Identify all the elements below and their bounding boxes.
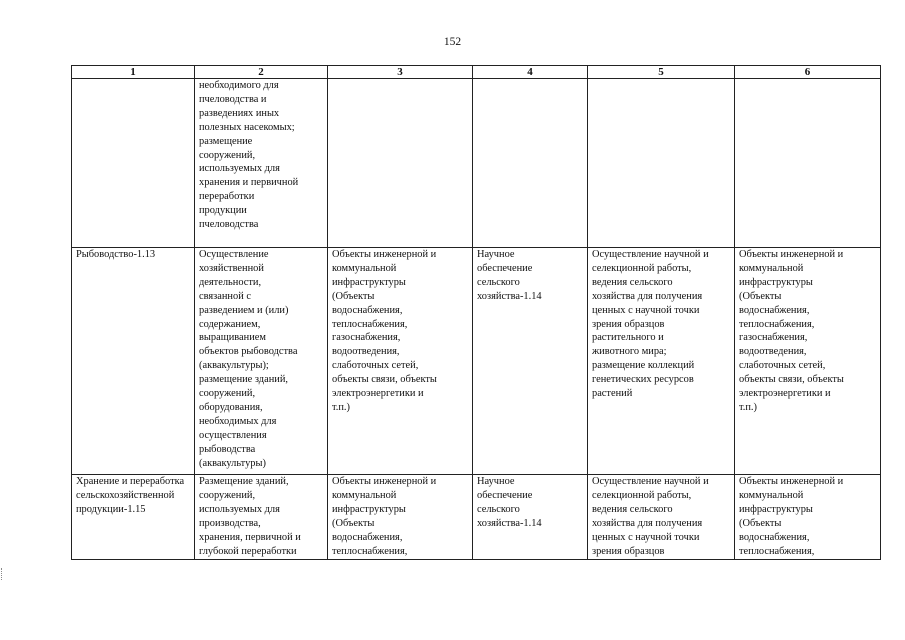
table-cell: Осуществление хозяйственной деятельности, связанной с разведением и (или) содержанием, выращиванием объектов рыбоводства (аквакультуры); размещение зданий, сооружений, оборудования, необходимых для осуществления рыбоводства (аквакультуры) [195,248,328,475]
zoning-table [71,65,881,560]
table-cell: Научное обеспечение сельского хозяйства-1.14 [473,248,588,475]
column-header: 5 [588,66,735,79]
scan-edge-mark [1,568,4,580]
table-cell: Объекты инженерной и коммунальной инфраструктуры (Объекты водоснабжения, теплоснабжения, [735,475,881,560]
table-header-row [72,66,881,79]
table-row [72,79,881,248]
table-cell [328,79,473,248]
table-cell [473,79,588,248]
table-cell [588,79,735,248]
table-cell: Рыбоводство-1.13 [72,248,195,475]
table-cell: Хранение и переработка сельскохозяйственной продукции-1.15 [72,475,195,560]
table-cell: Размещение зданий, сооружений, используемых для производства, хранения, первичной и глубокой переработки [195,475,328,560]
table-cell: Объекты инженерной и коммунальной инфраструктуры (Объекты водоснабжения, теплоснабжения, газоснабжения, водоотведения, слаботочных сетей, объекты связи, объекты электроэнергетики и т.п.) [735,248,881,475]
table-cell: Объекты инженерной и коммунальной инфраструктуры (Объекты водоснабжения, теплоснабжения, газоснабжения, водоотведения, слаботочных сетей, объекты связи, объекты электроэнергетики и т.п.) [328,248,473,475]
table-row [72,475,881,560]
page-number: 152 [443,36,462,48]
table-cell: Осуществление научной и селекционной работы, ведения сельского хозяйства для получения ценных с научной точки зрения образцов [588,475,735,560]
column-header: 4 [473,66,588,79]
column-header: 2 [195,66,328,79]
column-header: 3 [328,66,473,79]
table-cell [735,79,881,248]
table-cell: необходимого для пчеловодства и разведениях иных полезных насекомых; размещение сооружений, используемых для хранения и первичной переработки продукции пчеловодства [195,79,328,248]
column-header: 1 [72,66,195,79]
column-header: 6 [735,66,881,79]
table-cell: Объекты инженерной и коммунальной инфраструктуры (Объекты водоснабжения, теплоснабжения, [328,475,473,560]
table-cell: Научное обеспечение сельского хозяйства-1.14 [473,475,588,560]
table-row [72,248,881,475]
table-cell [72,79,195,248]
table-cell: Осуществление научной и селекционной работы, ведения сельского хозяйства для получения ценных с научной точки зрения образцов растительного и животного мира; размещение коллекций генетических ресурсов растений [588,248,735,475]
